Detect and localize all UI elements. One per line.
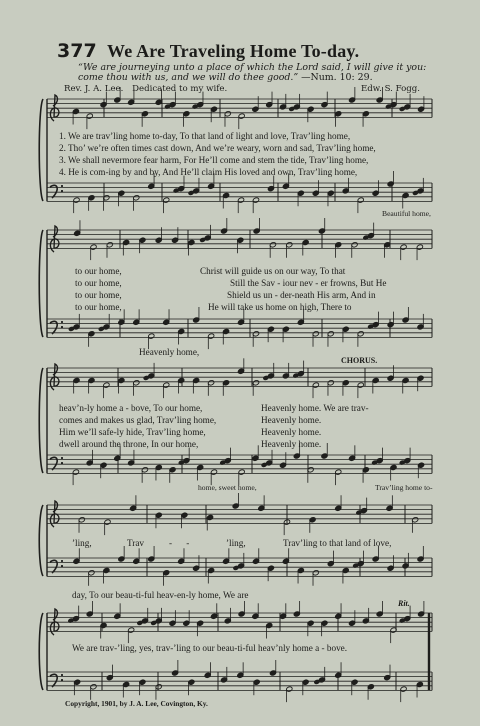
lyric-line: comes and makes us glad, Trav’ling home, [59, 415, 217, 425]
lyric-line: Christ will guide us on our way, To that [200, 266, 346, 276]
bass-clef-dot [61, 185, 63, 187]
lyric-line: Heavenly home. We are trav- [261, 403, 369, 413]
lyric-hyphens: - - [169, 538, 191, 548]
bass-clef-dot [61, 326, 63, 328]
bass-label: Beautiful home, [382, 209, 431, 218]
system-brace [39, 230, 43, 337]
lyric-line: Trav [127, 538, 145, 548]
lyric-line: to our home, [75, 266, 122, 276]
lyric-line: Heavenly home. [261, 439, 322, 449]
bass-clef-dot [61, 560, 63, 562]
system-brace [39, 368, 43, 473]
bass-label: Trav’ling home to- [375, 483, 433, 492]
bass-clef-dot [61, 457, 63, 459]
scripture-text: “We are journeying unto a place of which the Lord said, I will give it you: come thou with us, and we will do thee good.” [78, 62, 427, 83]
system-brace [39, 505, 43, 576]
bass-clef-dot [61, 321, 63, 323]
system-brace [39, 613, 43, 690]
lyric-line: Him we’ll safe-ly hide, Trav’ling home, [59, 427, 206, 437]
author: Rev. J. A. Lee. [64, 84, 124, 94]
bass-lyric: day, To our beau-ti-ful heav-en-ly home, We are [72, 590, 249, 600]
lyric-line: to our home, [75, 302, 122, 312]
lyric-line: Heavenly home. [261, 427, 322, 437]
chorus-heading: CHORUS. [341, 356, 378, 365]
lyric-line: Trav’ling to that land of love, [283, 538, 392, 548]
dedication: Dedicated to my wife. [132, 84, 228, 94]
lyric-line: to our home, [75, 278, 122, 288]
scripture-quote [78, 63, 438, 83]
bass-clef-dot [61, 679, 63, 681]
bass-clef-dot [61, 565, 63, 567]
lyric-line: He will take us home on high, There to [208, 302, 352, 312]
bass-label: Heavenly home, [139, 347, 200, 357]
lyric-line: Still the Sav - iour nev - er frowns, But He [230, 278, 387, 288]
composer-credit: Edw. S. Fogg. [361, 84, 421, 94]
stanza-4: 4. He is com-ing by and by, And He’ll claim His loved and own, Trav’ling home, [59, 167, 358, 177]
lyric-line: We are trav-’ling, yes, trav-’ling to our beau-ti-ful heav’nly home a - bove. [72, 643, 348, 653]
system-brace [39, 99, 43, 201]
ritardando-mark: Rit. [398, 599, 410, 608]
lyric-line: heav’n-ly home a - bove, To our home, [59, 403, 203, 413]
bass-clef-dot [61, 674, 63, 676]
stanza-3: 3. We shall nevermore fear harm, For He’ll come and stem the tide, Trav’ling home, [59, 155, 369, 165]
bass-label: home, sweet home, [198, 483, 257, 492]
stanza-2: 2. Tho’ we’re often times cast down, And we’re weary, worn and sad, Trav’ling home, [59, 143, 376, 153]
stanza-1: 1. We are trav’ling home to-day, To that land of light and love, Trav’ling home, [59, 131, 351, 141]
hymn-number: 377 [57, 40, 97, 62]
hymn-title: We Are Traveling Home To-day. [107, 41, 360, 61]
author-credit [64, 84, 227, 94]
lyric-line: ’ling, [72, 538, 92, 548]
lyric-line: to our home, [75, 290, 122, 300]
lyric-line: ’ling, [226, 538, 246, 548]
lyric-line: Shield us un - der-neath His arm, And in [227, 290, 376, 300]
scripture-reference: —Num. 10: 29. [301, 72, 373, 83]
bass-clef-dot [61, 190, 63, 192]
lyric-line: dwell around the throne, In our home, [59, 439, 199, 449]
lyric-line: Heavenly home. [261, 415, 322, 425]
copyright-notice: Copyright, 1901, by J. A. Lee, Covington, Ky. [65, 699, 208, 708]
bass-clef-dot [61, 462, 63, 464]
